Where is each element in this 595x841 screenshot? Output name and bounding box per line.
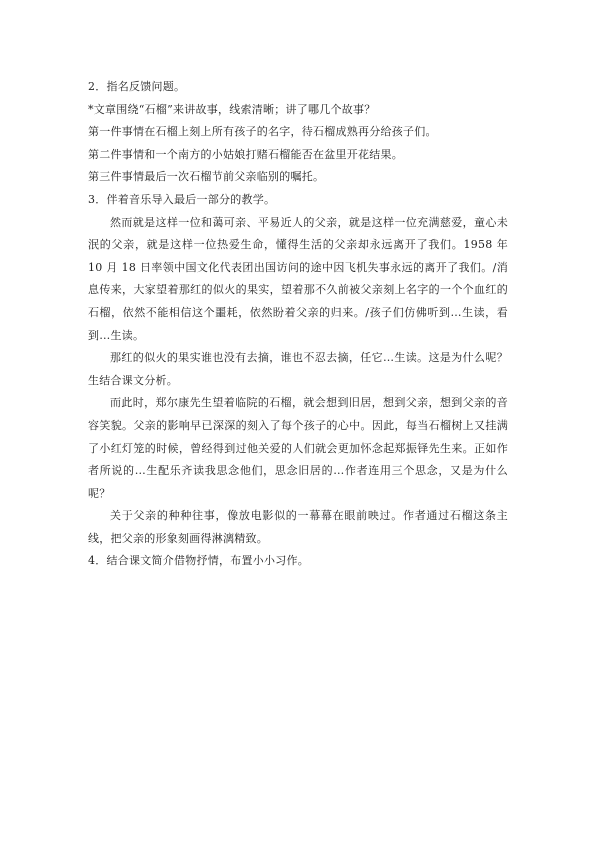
story-3-paragraph: 第三件事情最后一次石榴节前父亲临别的嘱托。	[88, 170, 325, 184]
summary-paragraph: 关于父亲的种种往事，像放电影似的一幕幕在眼前映过。作者通过石榴这条主线，把父亲的形象刻画得淋漓精致。	[88, 509, 508, 545]
fruit-paragraph: 那红的似火的果实谁也没有去摘，谁也不忍去摘，任它…生读。这是为什么呢？生结合课文分析。	[88, 351, 508, 387]
question-paragraph: *文章围绕“石榴”来讲故事，线索清晰；讲了哪几个故事？	[88, 102, 376, 116]
step-4-heading: 4．结合课文简介借物抒情，布置小小习作。	[88, 554, 309, 568]
memory-paragraph: 而此时，郑尔康先生望着临院的石榴，就会想到旧居，想到父亲，想到父亲的音容笑貌。父亲的影响早已深深的刻入了每个孩子的心中。因此，每当石榴树上又挂满了小红灯笼的时候，曾经得到过他关爱的人们就会更加怀念起郑振铎先生来。正如作者所说的…生配乐齐读我思念他们，思念旧居的…作者连用三个思念，又是为什么呢？	[88, 396, 508, 500]
story-2-paragraph: 第二件事情和一个南方的小姑娘打赌石榴能否在盆里开花结果。	[88, 147, 403, 161]
step-3-heading: 3．伴着音乐导入最后一部分的教学。	[88, 192, 276, 206]
document-body	[88, 76, 508, 573]
father-paragraph: 然而就是这样一位和蔼可亲、平易近人的父亲，就是这样一位充满慈爱，童心未泯的父亲，就是这样一位热爱生命，懂得生活的父亲却永远离开了我们。1958 年 10 月 18 日率领中国文化代表团出国访问的途中因飞机失事永远的离开了我们。/消息传来，大家望着那红的似火的果实，望着那不久前被父亲刻上名字的一个个血红的石榴，依然不能相信这个噩耗，依然盼着父亲的归来。/孩子们仿佛听到…生读，看到…生读。	[88, 215, 508, 342]
step-2-heading: 2．指名反馈问题。	[88, 80, 186, 93]
story-1-paragraph: 第一件事情在石榴上刻上所有孩子的名字，待石榴成熟再分给孩子们。	[88, 125, 437, 139]
